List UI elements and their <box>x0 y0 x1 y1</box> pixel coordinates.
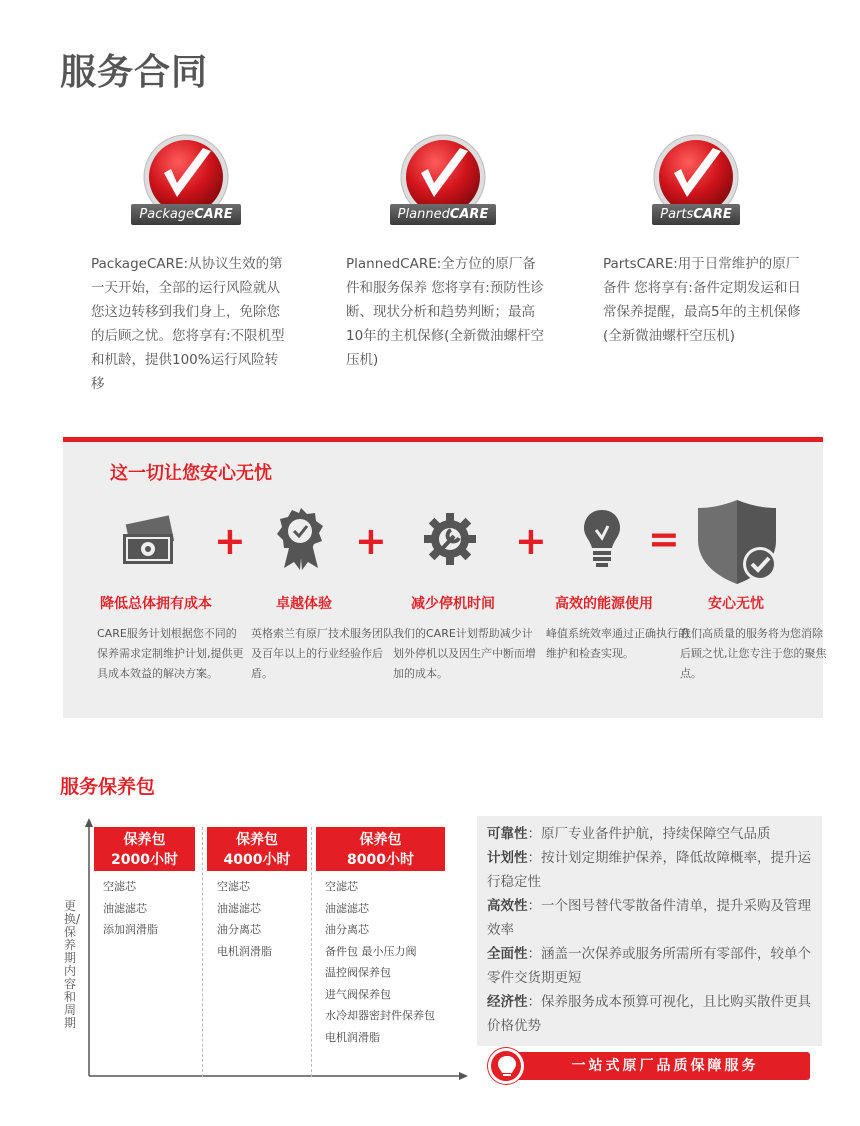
plus-operator: + <box>355 519 387 563</box>
shield-check-icon <box>692 496 782 586</box>
lightbulb-icon <box>497 1055 517 1077</box>
plannedcare-description: PlannedCARE:全方位的原厂备件和服务保养 您将享有:预防性诊断、现状分析和趋势判断；最高10年的主机保修(全新微油螺杆空压机) <box>346 256 544 368</box>
package-8000-parts <box>325 876 435 1048</box>
list-item: 油分离芯 <box>325 923 369 936</box>
benefit-item: 高效性：一个图号替代零散备件清单，提升采购及管理效率 <box>487 898 811 938</box>
feature-desc-cost: CARE服务计划根据您不同的保养需求定制维护计划,提供更具成本效益的解决方案。 <box>97 627 244 680</box>
list-item: 油分离芯 <box>217 923 261 936</box>
list-item: 水冷却器密封件保养包 <box>325 1009 435 1022</box>
package-2000-header: 保养包 2000小时 <box>94 827 195 871</box>
feature-desc-downtime: 我们的CARE计划帮助减少计划外停机以及因生产中断而增加的成本。 <box>393 627 536 680</box>
package-4000-header: 保养包 4000小时 <box>207 827 307 871</box>
packagecare-description: PackageCARE:从协议生效的第一天开始，全部的运行风险就从您这边转移到我们身上，免除您的后顾之忧。您将享有:不限机型和机龄，提供100%运行风险转移 <box>91 256 285 392</box>
list-item: 电机润滑脂 <box>325 1030 380 1044</box>
list-item: 油滤滤芯 <box>325 901 369 915</box>
list-item: 空滤芯 <box>103 880 136 893</box>
packages-title: 服务保养包 <box>60 776 156 798</box>
benefit-item: 计划性：按计划定期维护保养，降低故障概率，提升运行稳定性 <box>487 850 811 890</box>
page-title: 服务合同 <box>60 52 209 93</box>
list-item: 添加润滑脂 <box>103 923 158 936</box>
equals-operator: = <box>648 517 680 561</box>
list-item: 备件包 最小压力阀 <box>325 944 417 958</box>
benefit-item: 经济性：保养服务成本预算可视化，且比购买散件更具价格优势 <box>487 994 811 1034</box>
benefit-item: 全面性：涵盖一次保养或服务所需所有零部件，较单个零件交货期更短 <box>487 946 811 986</box>
benefit-item: 可靠性：原厂专业备件护航，持续保障空气品质 <box>487 826 771 842</box>
feature-title-downtime: 减少停机时间 <box>411 596 495 612</box>
list-item: 温控阀保养包 <box>325 966 391 979</box>
list-item: 进气阀保养包 <box>325 987 391 1001</box>
plannedcare-badge: PlannedCARE <box>388 131 498 241</box>
feature-desc-peace: 我们高质量的服务将为您消除后顾之忧,让您专注于您的聚焦点。 <box>680 627 827 680</box>
list-item: 空滤芯 <box>217 880 250 893</box>
list-item: 空滤芯 <box>325 880 358 893</box>
feature-title-energy: 高效的能源使用 <box>555 596 653 612</box>
service-banner <box>488 1048 810 1084</box>
y-axis-label: 更换/保养期内容和周期 <box>64 899 81 1030</box>
list-item: 电机润滑脂 <box>217 944 272 958</box>
package-divider <box>311 827 312 1077</box>
feature-title-cost: 降低总体拥有成本 <box>100 596 212 612</box>
package-8000-header: 保养包 8000小时 <box>316 827 445 871</box>
award-icon <box>276 506 326 572</box>
package-4000-parts <box>217 876 272 962</box>
list-item: 油滤滤芯 <box>217 901 261 915</box>
feature-desc-energy: 峰值系统效率通过正确执行的维护和检查实现。 <box>546 627 689 660</box>
packagecare-badge: PackageCARE <box>131 131 241 241</box>
package-divider <box>202 827 203 1077</box>
gear-wrench-icon <box>421 510 479 568</box>
plus-operator: + <box>515 519 547 563</box>
feature-title-peace: 安心无忧 <box>708 596 764 612</box>
banner-text: 一站式原厂品质保障服务 <box>506 1052 810 1080</box>
package-2000-parts <box>103 876 158 941</box>
feature-desc-experience: 英格索兰有原厂技术服务团队及百年以上的行业经验作后盾。 <box>251 627 394 680</box>
feature-title-experience: 卓越体验 <box>276 596 332 612</box>
assurance-title: 这一切让您安心无忧 <box>110 463 272 484</box>
list-item: 油滤滤芯 <box>103 901 147 915</box>
benefits-box <box>477 816 822 1046</box>
partscare-badge: PartsCARE <box>641 131 751 241</box>
money-icon <box>117 506 181 570</box>
partscare-description: PartsCARE:用于日常维护的原厂备件 您将享有:备件定期发运和日常保养提醒，最高5年的主机保修(全新微油螺杆空压机) <box>603 256 801 344</box>
lightbulb-icon <box>582 508 622 570</box>
plus-operator: + <box>214 519 246 563</box>
